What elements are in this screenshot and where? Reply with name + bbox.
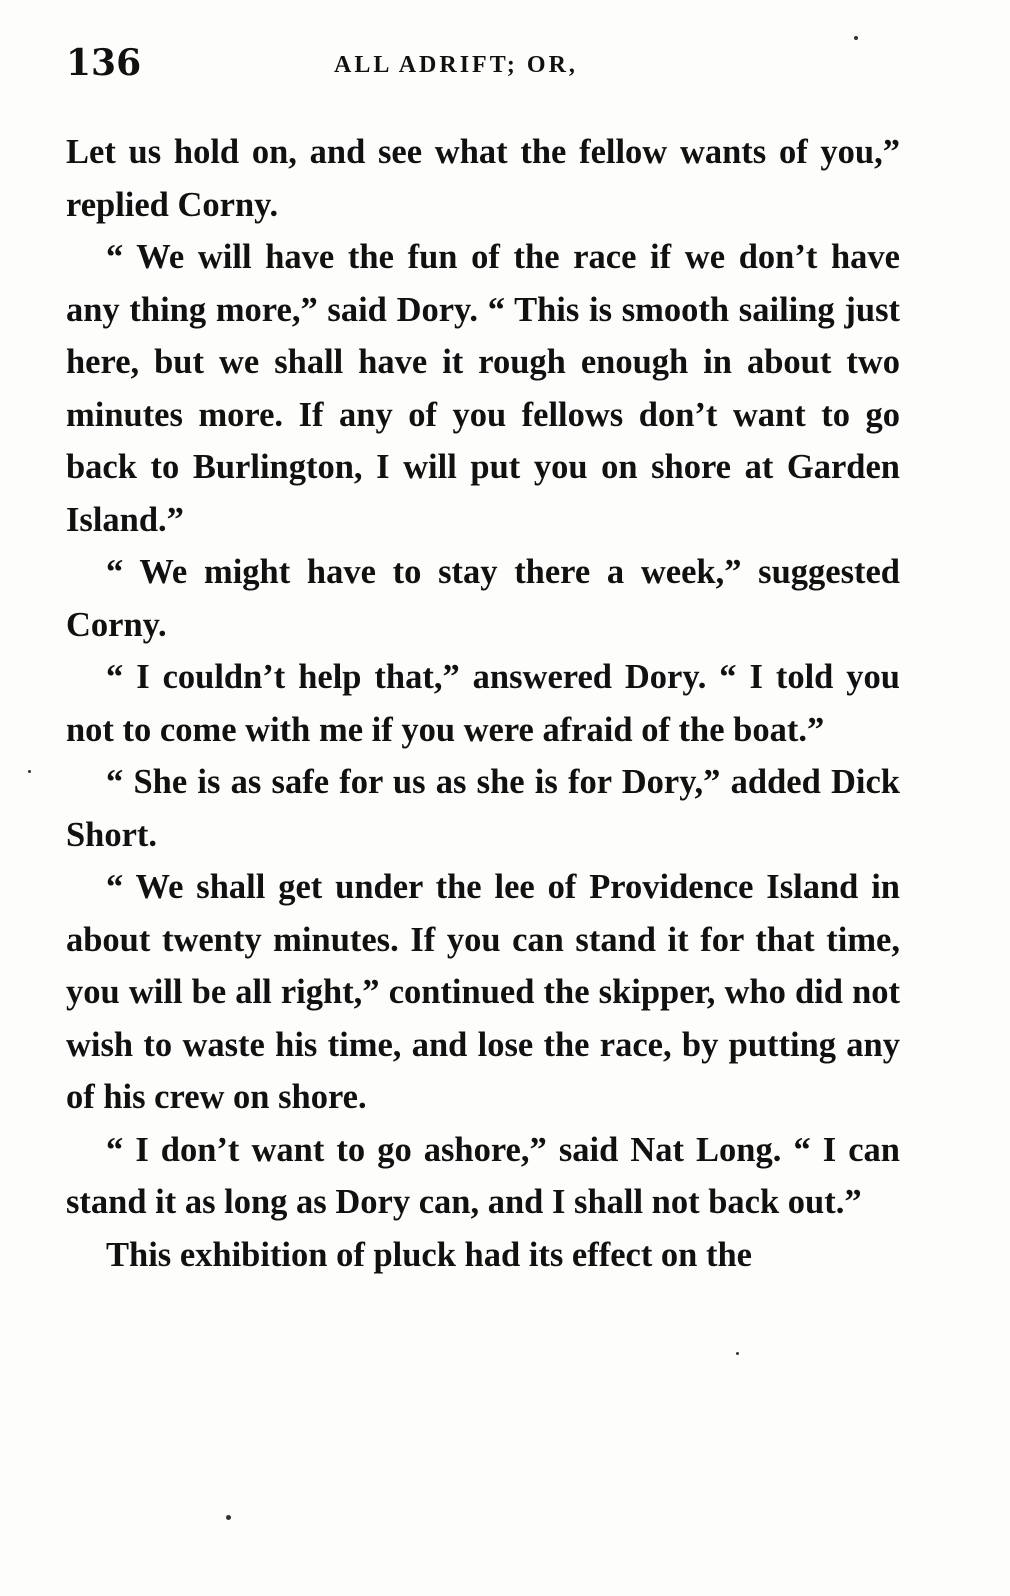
print-speck <box>226 1515 231 1520</box>
paragraph: Let us hold on, and see what the fellow wants of you,” replied Corny. <box>66 133 900 224</box>
page-number: 136 <box>66 42 142 84</box>
paragraph: This exhibition of pluck had its effect on the <box>106 1235 752 1274</box>
paragraph: “ We might have to stay there a week,” suggested Corny. <box>66 553 900 644</box>
running-title: ALL ADRIFT; OR, <box>334 52 578 78</box>
paragraph: “ I don’t want to go ashore,” said Nat Long. “ I can stand it as long as Dory can, and I shall not back out.” <box>66 1130 900 1221</box>
paragraph: “ I couldn’t help that,” answered Dory. “ I told you not to come with me if you were afraid of the boat.” <box>66 658 900 749</box>
paragraph: “ We will have the fun of the race if we don’t have any thing more,” said Dory. “ This is smooth sailing just here, but we shall have it rough enough in about two minutes more. If any of you fellows don’t want to go back to Burlington, I will put you on shore at Garden Island.” <box>66 238 900 539</box>
print-speck <box>854 36 858 40</box>
print-speck <box>28 770 31 773</box>
paragraph: “ She is as safe for us as she is for Dory,” added Dick Short. <box>66 763 900 854</box>
body-text <box>66 126 900 1281</box>
paragraph: “ We shall get under the lee of Providence Island in about twenty minutes. If you can stand it for that time, you will be all right,” continued the skipper, who did not wish to waste his time, and lose the race, by putting any of his crew on shore. <box>66 868 900 1116</box>
page-header <box>66 38 900 88</box>
print-speck <box>736 1352 739 1355</box>
